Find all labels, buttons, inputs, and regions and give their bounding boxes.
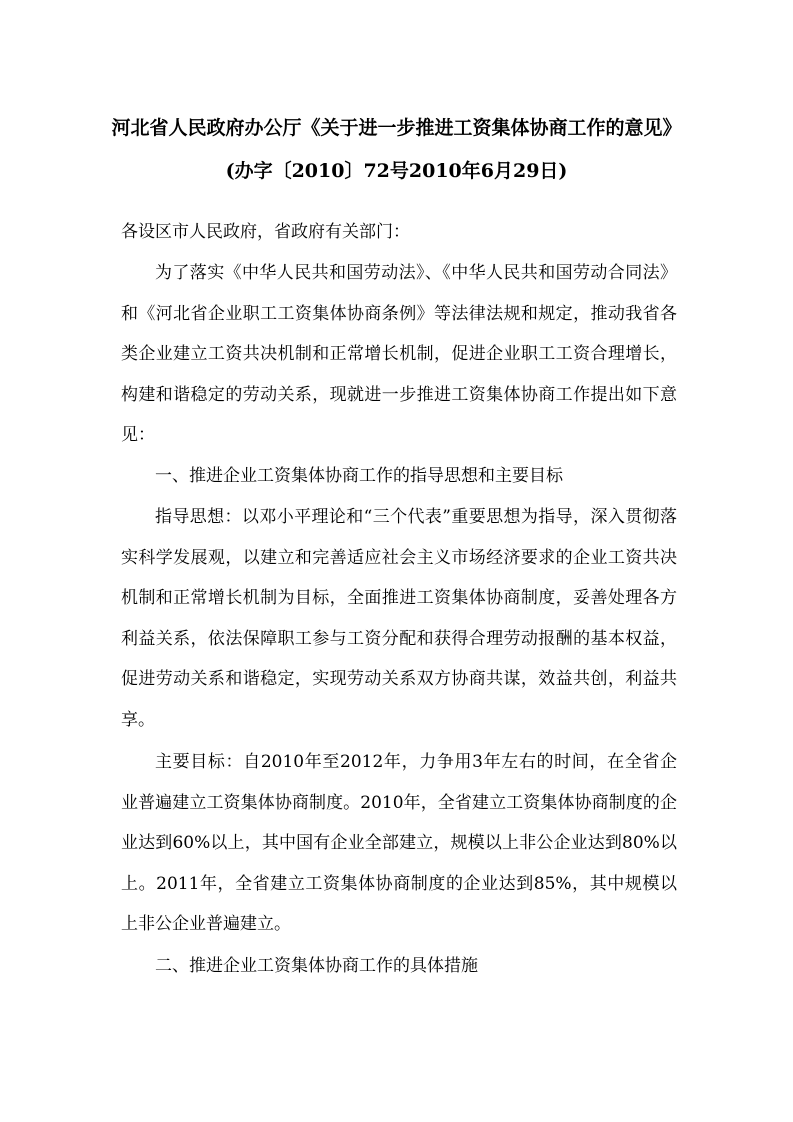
paragraph-text: 主要目标：自2010年至2012年，力争用3年左右的时间，在全省企业普遍建立工资集体协商制度。2010年，全省建立工资集体协商制度的企业达到60%以上，其中国有企业全部建立，规模以上非公企业达到80%以上。2011年，全省建立工资集体协商制度的企业达到85%，其中规模以上非公企业普遍建立。: [121, 752, 677, 935]
body-paragraph-guiding-ideology: [121, 497, 677, 741]
document-number-date: (办字〔2010〕72号2010年6月29日): [225, 160, 568, 182]
paragraph-text: 为了落实《中华人民共和国劳动法》、《中华人民共和国劳动合同法》和《河北省企业职工工资集体协商条例》等法律法规和规定，推动我省各类企业建立工资共决机制和正常增长机制，促进企业职工工资合理增长，构建和谐稳定的劳动关系，现就进一步推进工资集体协商工作提出如下意见：: [121, 263, 677, 446]
heading-text: 一、推进企业工资集体协商工作的指导思想和主要目标: [155, 466, 563, 486]
salutation: 各设区市人民政府，省政府有关部门：: [121, 222, 410, 242]
heading-text: 二、推进企业工资集体协商工作的具体措施: [155, 956, 478, 976]
section-heading-1: [121, 456, 677, 497]
body-paragraph-main-goals: [121, 742, 677, 945]
document-title: 河北省人民政府办公厅《关于进一步推进工资集体协商工作的意见》: [111, 117, 682, 139]
body-paragraph-intro: [121, 253, 677, 456]
section-heading-2: [121, 946, 677, 987]
paragraph-text: 指导思想：以邓小平理论和“三个代表”重要思想为指导，深入贯彻落实科学发展观，以建立和完善适应社会主义市场经济要求的企业工资共决机制和正常增长机制为目标，全面推进工资集体协商制度，妥善处理各方利益关系，依法保障职工参与工资分配和获得合理劳动报酬的基本权益，促进劳动关系和谐稳定，实现劳动关系双方协商共谋，效益共创，利益共享。: [121, 507, 677, 730]
